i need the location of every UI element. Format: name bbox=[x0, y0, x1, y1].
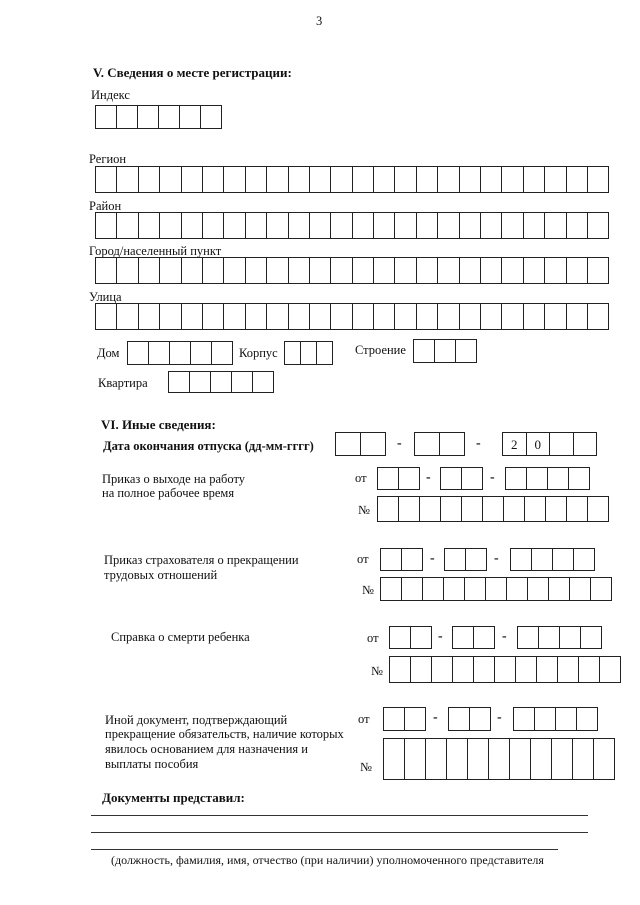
other-doc-label: явилось основанием для назначения и bbox=[105, 742, 308, 756]
char-cell[interactable] bbox=[301, 341, 317, 365]
char-cell[interactable] bbox=[514, 707, 535, 731]
char-cell[interactable] bbox=[149, 341, 170, 365]
char-cell[interactable] bbox=[96, 212, 117, 239]
char-cell[interactable] bbox=[550, 432, 574, 456]
char-cell[interactable] bbox=[524, 166, 545, 193]
section-5-title: V. Сведения о месте регистрации: bbox=[93, 65, 292, 80]
char-cell[interactable] bbox=[537, 656, 558, 683]
dash: - bbox=[502, 629, 507, 644]
char-cell[interactable] bbox=[381, 548, 402, 571]
char-cell[interactable] bbox=[378, 496, 399, 522]
documents-caption: (должность, фамилия, имя, отчество (при наличии) уполномоченного представителя bbox=[111, 853, 544, 867]
char-cell[interactable] bbox=[402, 548, 423, 571]
char-cell[interactable] bbox=[438, 212, 459, 239]
char-cell[interactable] bbox=[170, 341, 191, 365]
char-cell[interactable] bbox=[483, 496, 504, 522]
dash: - bbox=[494, 551, 499, 566]
order-return-label: Приказ о выходе на работу bbox=[102, 472, 245, 486]
char-cell[interactable] bbox=[456, 339, 477, 363]
char-cell[interactable] bbox=[567, 257, 588, 284]
char-cell[interactable] bbox=[390, 626, 411, 649]
char-cell[interactable] bbox=[588, 257, 609, 284]
char-cell[interactable] bbox=[535, 707, 556, 731]
char-cell[interactable] bbox=[567, 303, 588, 330]
char-cell[interactable] bbox=[569, 467, 590, 490]
char-cell[interactable] bbox=[594, 738, 615, 780]
region-label: Регион bbox=[89, 152, 127, 166]
char-cell[interactable] bbox=[460, 166, 481, 193]
char-cell[interactable] bbox=[444, 577, 465, 601]
char-cell[interactable] bbox=[253, 371, 274, 393]
char-cell[interactable] bbox=[527, 467, 548, 490]
death-certificate-label: Справка о смерти ребенка bbox=[111, 630, 250, 644]
from-label: от bbox=[358, 712, 370, 726]
char-cell[interactable] bbox=[423, 577, 444, 601]
char-cell[interactable] bbox=[246, 257, 267, 284]
dash: - bbox=[497, 710, 502, 725]
building-label: Корпус bbox=[239, 346, 278, 360]
char-cell[interactable] bbox=[405, 707, 426, 731]
char-cell[interactable] bbox=[417, 212, 438, 239]
char-cell[interactable] bbox=[353, 257, 374, 284]
char-cell[interactable] bbox=[502, 166, 523, 193]
char-cell[interactable] bbox=[390, 656, 411, 683]
dash: - bbox=[426, 470, 431, 485]
char-cell[interactable] bbox=[489, 738, 510, 780]
char-cell[interactable] bbox=[481, 257, 502, 284]
char-cell[interactable] bbox=[203, 212, 224, 239]
char-cell[interactable] bbox=[405, 738, 426, 780]
char-cell[interactable] bbox=[374, 303, 395, 330]
number-label: № bbox=[362, 583, 374, 597]
char-cell[interactable] bbox=[160, 212, 181, 239]
char-cell[interactable] bbox=[502, 212, 523, 239]
char-cell[interactable] bbox=[182, 212, 203, 239]
char-cell[interactable] bbox=[546, 496, 567, 522]
char-cell[interactable] bbox=[510, 738, 531, 780]
char-cell[interactable] bbox=[588, 212, 609, 239]
char-cell[interactable] bbox=[579, 656, 600, 683]
char-cell[interactable] bbox=[574, 548, 595, 571]
char-cell[interactable] bbox=[96, 257, 117, 284]
char-cell[interactable] bbox=[502, 303, 523, 330]
char-cell[interactable] bbox=[531, 738, 552, 780]
char-cell[interactable] bbox=[169, 371, 190, 393]
leave-end-label: Дата окончания отпуска (дд-мм-гггг) bbox=[103, 439, 314, 453]
char-cell[interactable] bbox=[384, 738, 405, 780]
district-input[interactable] bbox=[95, 212, 609, 239]
char-cell[interactable] bbox=[460, 303, 481, 330]
dash: - bbox=[490, 470, 495, 485]
char-cell[interactable] bbox=[310, 166, 331, 193]
order-return-label: на полное рабочее время bbox=[102, 486, 235, 500]
char-cell[interactable] bbox=[117, 105, 138, 129]
char-cell[interactable] bbox=[470, 707, 491, 731]
char-cell[interactable] bbox=[203, 166, 224, 193]
index-label: Индекс bbox=[91, 88, 130, 102]
char-cell[interactable] bbox=[524, 303, 545, 330]
char-cell[interactable] bbox=[285, 341, 301, 365]
char-cell[interactable] bbox=[552, 738, 573, 780]
char-cell[interactable] bbox=[506, 467, 527, 490]
char-cell[interactable] bbox=[502, 257, 523, 284]
char-cell[interactable] bbox=[203, 257, 224, 284]
char-cell[interactable] bbox=[117, 212, 138, 239]
char-cell[interactable] bbox=[160, 303, 181, 330]
char-cell[interactable] bbox=[591, 577, 612, 601]
char-cell[interactable] bbox=[440, 432, 465, 456]
char-cell[interactable] bbox=[211, 371, 232, 393]
char-cell[interactable] bbox=[361, 432, 386, 456]
char-cell[interactable] bbox=[558, 656, 579, 683]
street-label: Улица bbox=[89, 290, 122, 304]
char-cell[interactable] bbox=[438, 303, 459, 330]
char-cell[interactable] bbox=[516, 656, 537, 683]
death-certificate-year[interactable] bbox=[517, 626, 602, 649]
apartment-input[interactable] bbox=[168, 371, 274, 393]
char-cell[interactable] bbox=[466, 548, 487, 571]
death-certificate-number[interactable] bbox=[389, 656, 621, 683]
char-cell[interactable] bbox=[462, 467, 483, 490]
char-cell[interactable] bbox=[395, 166, 416, 193]
char-cell[interactable] bbox=[435, 339, 456, 363]
char-cell[interactable] bbox=[182, 257, 203, 284]
index-input[interactable] bbox=[95, 105, 222, 129]
number-label: № bbox=[358, 503, 370, 517]
char-cell[interactable] bbox=[556, 707, 577, 731]
char-cell[interactable] bbox=[504, 496, 525, 522]
char-cell[interactable] bbox=[310, 257, 331, 284]
char-cell[interactable] bbox=[518, 626, 539, 649]
order-termination-year[interactable] bbox=[510, 548, 595, 571]
char-cell[interactable] bbox=[495, 656, 516, 683]
char-cell[interactable] bbox=[201, 105, 222, 129]
char-cell[interactable] bbox=[441, 467, 462, 490]
death-certificate-day[interactable] bbox=[389, 626, 432, 649]
char-cell[interactable] bbox=[447, 738, 468, 780]
char-cell[interactable] bbox=[378, 467, 399, 490]
char-cell[interactable] bbox=[549, 577, 570, 601]
char-cell[interactable] bbox=[289, 212, 310, 239]
from-label: от bbox=[355, 471, 367, 485]
char-cell[interactable] bbox=[353, 166, 374, 193]
char-cell[interactable] bbox=[481, 303, 502, 330]
char-cell[interactable] bbox=[331, 303, 352, 330]
char-cell[interactable] bbox=[374, 257, 395, 284]
page-number: 3 bbox=[316, 14, 323, 28]
order-return-year[interactable] bbox=[505, 467, 590, 490]
char-cell[interactable] bbox=[465, 577, 486, 601]
char-cell[interactable] bbox=[139, 212, 160, 239]
char-cell[interactable] bbox=[449, 707, 470, 731]
char-cell[interactable] bbox=[246, 303, 267, 330]
section-6-title: VI. Иные сведения: bbox=[101, 417, 216, 432]
char-cell[interactable] bbox=[573, 738, 594, 780]
char-cell[interactable] bbox=[474, 656, 495, 683]
char-cell[interactable] bbox=[353, 212, 374, 239]
char-cell[interactable] bbox=[481, 166, 502, 193]
apartment-label: Квартира bbox=[98, 376, 148, 390]
signature-line bbox=[91, 832, 588, 833]
char-cell[interactable] bbox=[524, 212, 545, 239]
char-cell[interactable] bbox=[267, 166, 288, 193]
from-label: от bbox=[357, 552, 369, 566]
char-cell[interactable] bbox=[374, 166, 395, 193]
char-cell[interactable] bbox=[159, 105, 180, 129]
char-cell[interactable] bbox=[317, 341, 333, 365]
death-certificate-month[interactable] bbox=[452, 626, 495, 649]
other-doc-label: прекращение обязательств, наличие которых bbox=[105, 727, 344, 741]
dash: - bbox=[476, 436, 481, 451]
char-cell[interactable] bbox=[414, 339, 435, 363]
char-cell[interactable] bbox=[331, 257, 352, 284]
char-cell[interactable] bbox=[567, 212, 588, 239]
char-cell[interactable] bbox=[588, 303, 609, 330]
order-termination-month[interactable] bbox=[444, 548, 487, 571]
char-cell[interactable] bbox=[417, 257, 438, 284]
order-termination-day[interactable] bbox=[380, 548, 423, 571]
char-cell[interactable] bbox=[331, 166, 352, 193]
dash: - bbox=[433, 710, 438, 725]
char-cell[interactable] bbox=[224, 257, 245, 284]
char-cell[interactable] bbox=[548, 467, 569, 490]
char-cell[interactable] bbox=[96, 105, 117, 129]
other-doc-label: Иной документ, подтверждающий bbox=[105, 713, 288, 727]
char-cell[interactable] bbox=[588, 166, 609, 193]
char-cell[interactable] bbox=[232, 371, 253, 393]
char-cell[interactable] bbox=[182, 303, 203, 330]
char-cell[interactable] bbox=[374, 212, 395, 239]
char-cell[interactable] bbox=[417, 166, 438, 193]
char-cell[interactable] bbox=[553, 548, 574, 571]
char-cell[interactable] bbox=[203, 303, 224, 330]
char-cell[interactable] bbox=[511, 548, 532, 571]
char-cell[interactable] bbox=[138, 105, 159, 129]
char-cell[interactable] bbox=[190, 371, 211, 393]
char-cell[interactable] bbox=[399, 496, 420, 522]
char-cell[interactable] bbox=[532, 548, 553, 571]
other-doc-number[interactable] bbox=[383, 738, 615, 780]
char-cell[interactable] bbox=[415, 432, 440, 456]
char-cell[interactable] bbox=[267, 303, 288, 330]
char-cell[interactable] bbox=[191, 341, 212, 365]
char-cell[interactable] bbox=[545, 166, 566, 193]
char-cell[interactable] bbox=[426, 738, 447, 780]
char-cell[interactable] bbox=[289, 166, 310, 193]
other-doc-year[interactable] bbox=[513, 707, 598, 731]
dash: - bbox=[438, 629, 443, 644]
order-return-day[interactable] bbox=[377, 467, 420, 490]
building-input[interactable] bbox=[284, 341, 333, 365]
char-cell[interactable] bbox=[310, 303, 331, 330]
char-cell[interactable] bbox=[117, 257, 138, 284]
year-digit: 2 bbox=[503, 432, 527, 456]
char-cell[interactable] bbox=[289, 257, 310, 284]
order-return-month[interactable] bbox=[440, 467, 483, 490]
char-cell[interactable] bbox=[460, 257, 481, 284]
leave-end-year[interactable] bbox=[502, 432, 597, 456]
char-cell[interactable] bbox=[524, 257, 545, 284]
leave-end-month[interactable] bbox=[414, 432, 465, 456]
char-cell[interactable] bbox=[411, 626, 432, 649]
documents-title: Документы представил: bbox=[102, 790, 245, 805]
city-label: Город/населенный пункт bbox=[89, 244, 222, 258]
other-doc-day[interactable] bbox=[383, 707, 426, 731]
char-cell[interactable] bbox=[462, 496, 483, 522]
char-cell[interactable] bbox=[525, 496, 546, 522]
leave-end-day[interactable] bbox=[335, 432, 386, 456]
char-cell[interactable] bbox=[600, 656, 621, 683]
structure-input[interactable] bbox=[413, 339, 477, 363]
number-label: № bbox=[360, 760, 372, 774]
char-cell[interactable] bbox=[96, 303, 117, 330]
char-cell[interactable] bbox=[438, 166, 459, 193]
structure-label: Строение bbox=[355, 343, 406, 357]
year-digit: 0 bbox=[527, 432, 551, 456]
char-cell[interactable] bbox=[468, 738, 489, 780]
signature-line bbox=[91, 849, 558, 850]
char-cell[interactable] bbox=[567, 166, 588, 193]
char-cell[interactable] bbox=[117, 166, 138, 193]
char-cell[interactable] bbox=[395, 212, 416, 239]
region-input[interactable] bbox=[95, 166, 609, 193]
char-cell[interactable] bbox=[384, 707, 405, 731]
char-cell[interactable] bbox=[160, 257, 181, 284]
char-cell[interactable] bbox=[289, 303, 310, 330]
char-cell[interactable] bbox=[180, 105, 201, 129]
char-cell[interactable] bbox=[574, 432, 598, 456]
char-cell[interactable] bbox=[331, 212, 352, 239]
char-cell[interactable] bbox=[246, 166, 267, 193]
char-cell[interactable] bbox=[481, 212, 502, 239]
char-cell[interactable] bbox=[460, 212, 481, 239]
char-cell[interactable] bbox=[411, 656, 432, 683]
order-return-number[interactable] bbox=[377, 496, 609, 522]
signature-line bbox=[91, 815, 588, 816]
house-input[interactable] bbox=[127, 341, 233, 365]
char-cell[interactable] bbox=[182, 166, 203, 193]
char-cell[interactable] bbox=[417, 303, 438, 330]
char-cell[interactable] bbox=[160, 166, 181, 193]
char-cell[interactable] bbox=[395, 303, 416, 330]
char-cell[interactable] bbox=[441, 496, 462, 522]
from-label: от bbox=[367, 631, 379, 645]
char-cell[interactable] bbox=[139, 166, 160, 193]
char-cell[interactable] bbox=[212, 341, 233, 365]
char-cell[interactable] bbox=[453, 626, 474, 649]
char-cell[interactable] bbox=[336, 432, 361, 456]
street-input[interactable] bbox=[95, 303, 609, 330]
char-cell[interactable] bbox=[224, 166, 245, 193]
char-cell[interactable] bbox=[381, 577, 402, 601]
char-cell[interactable] bbox=[560, 626, 581, 649]
char-cell[interactable] bbox=[445, 548, 466, 571]
char-cell[interactable] bbox=[353, 303, 374, 330]
char-cell[interactable] bbox=[96, 166, 117, 193]
char-cell[interactable] bbox=[399, 467, 420, 490]
char-cell[interactable] bbox=[528, 577, 549, 601]
order-termination-label: Приказ страхователя о прекращении bbox=[104, 553, 299, 567]
char-cell[interactable] bbox=[545, 212, 566, 239]
char-cell[interactable] bbox=[420, 496, 441, 522]
char-cell[interactable] bbox=[588, 496, 609, 522]
order-termination-number[interactable] bbox=[380, 577, 612, 601]
char-cell[interactable] bbox=[567, 496, 588, 522]
char-cell[interactable] bbox=[577, 707, 598, 731]
house-label: Дом bbox=[97, 346, 120, 360]
char-cell[interactable] bbox=[507, 577, 528, 601]
char-cell[interactable] bbox=[224, 212, 245, 239]
char-cell[interactable] bbox=[570, 577, 591, 601]
char-cell[interactable] bbox=[438, 257, 459, 284]
char-cell[interactable] bbox=[545, 303, 566, 330]
char-cell[interactable] bbox=[453, 656, 474, 683]
city-input[interactable] bbox=[95, 257, 609, 284]
dash: - bbox=[397, 436, 402, 451]
char-cell[interactable] bbox=[224, 303, 245, 330]
char-cell[interactable] bbox=[267, 257, 288, 284]
char-cell[interactable] bbox=[267, 212, 288, 239]
order-termination-label: трудовых отношений bbox=[104, 568, 218, 582]
char-cell[interactable] bbox=[474, 626, 495, 649]
other-doc-month[interactable] bbox=[448, 707, 491, 731]
dash: - bbox=[430, 551, 435, 566]
district-label: Район bbox=[89, 199, 122, 213]
char-cell[interactable] bbox=[139, 303, 160, 330]
char-cell[interactable] bbox=[395, 257, 416, 284]
char-cell[interactable] bbox=[545, 257, 566, 284]
char-cell[interactable] bbox=[486, 577, 507, 601]
char-cell[interactable] bbox=[310, 212, 331, 239]
number-label: № bbox=[371, 664, 383, 678]
char-cell[interactable] bbox=[246, 212, 267, 239]
char-cell[interactable] bbox=[402, 577, 423, 601]
char-cell[interactable] bbox=[432, 656, 453, 683]
other-doc-label: выплаты пособия bbox=[105, 757, 199, 771]
char-cell[interactable] bbox=[581, 626, 602, 649]
char-cell[interactable] bbox=[117, 303, 138, 330]
char-cell[interactable] bbox=[128, 341, 149, 365]
char-cell[interactable] bbox=[539, 626, 560, 649]
char-cell[interactable] bbox=[139, 257, 160, 284]
